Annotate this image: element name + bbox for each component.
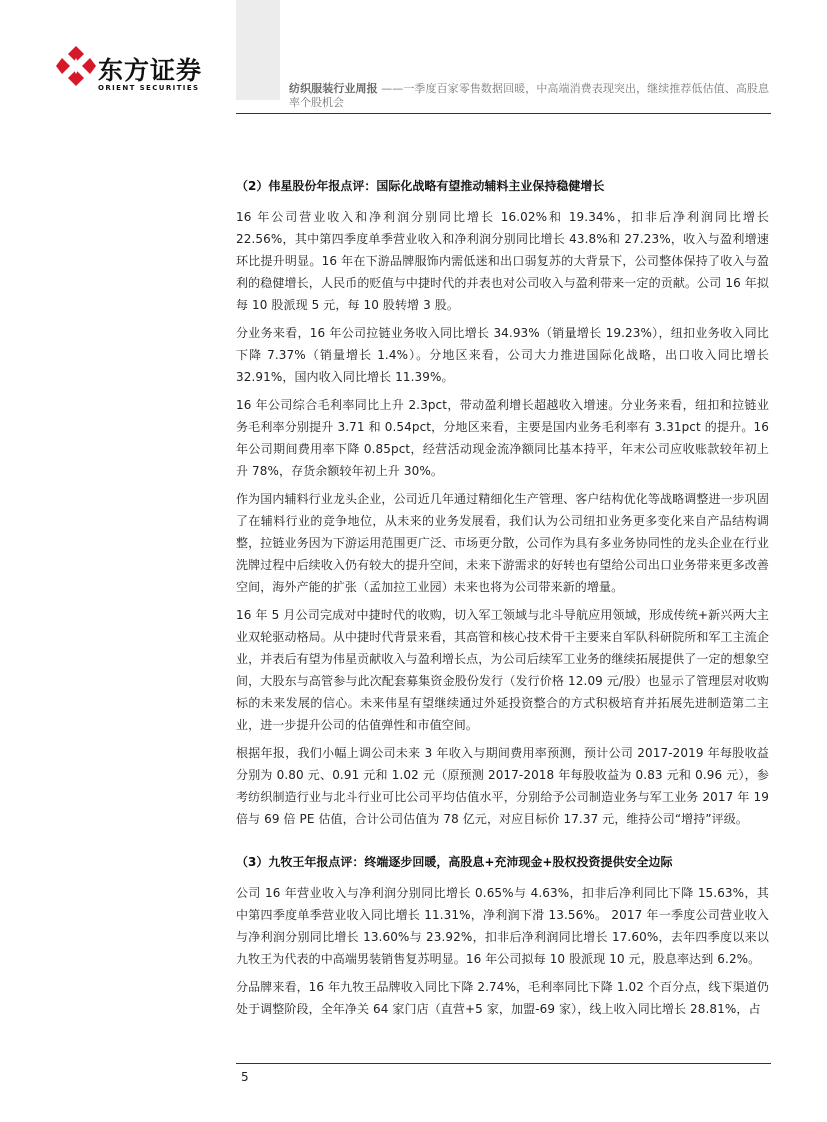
main-content	[236, 178, 769, 1026]
paragraph: 16 年公司营业收入和净利润分别同比增长 16.02%和 19.34%，扣非后净利润同比增长 22.56%，其中第四季度单季营业收入和净利润分别同比增长 43.8%和 27.23%，收入与盈利增速环比提升明显。16 年在下游品牌服饰内需低迷和出口弱复苏的大背景下，公司整体保持了收入与盈利的稳健增长，人民币的贬值与中捷时代的并表也对公司收入与盈利带来一定的贡献。公司 16 年拟每 10 股派现 5 元，每 10 股转增 3 股。	[236, 210, 769, 312]
header-divider	[236, 113, 771, 114]
header-accent-band	[236, 0, 280, 100]
section-jiumuwang	[236, 854, 769, 1020]
section-heading: （3）九牧王年报点评：终端逐步回暖，高股息+充沛现金+股权投资提供安全边际	[236, 855, 673, 869]
paragraph: 作为国内辅料行业龙头企业，公司近几年通过精细化生产管理、客户结构优化等战略调整进一步巩固了在辅料行业的竞争地位，从未来的业务发展看，我们认为公司纽扣业务更多变化来自产品结构调整，拉链业务因为下游运用范围更广泛、市场更分散，公司作为具有多业务协同性的龙头企业在行业洗牌过程中后续收入仍有较大的提升空间，未来下游需求的好转也有望给公司出口业务带来更多改善空间，海外产能的扩张（孟加拉工业园）未来也将为公司带来新的增量。	[236, 492, 769, 594]
report-title	[289, 82, 769, 110]
page-number: 5	[241, 1070, 249, 1084]
section-weixing	[236, 178, 769, 830]
paragraph: 根据年报，我们小幅上调公司未来 3 年收入与期间费用率预测，预计公司 2017-2019 年每股收益分别为 0.80 元、0.91 元和 1.02 元（原预测 2017-2018 年每股收益为 0.83 元和 0.96 元），参考纺织制造行业与北斗行业可比公司平均估值水平，分别给予公司制造业务与军工业务 2017 年 19 倍与 69 倍 PE 估值，合计公司估值为 78 亿元，对应目标价 17.37 元，维持公司“增持”评级。	[236, 746, 769, 826]
logo-subtext: ORIENT SECURITIES	[98, 84, 200, 92]
paragraph: 分品牌来看，16 年九牧王品牌收入同比下降 2.74%，毛利率同比下降 1.02 个百分点，线下渠道仍处于调整阶段，全年净关 64 家门店（直营+5 家，加盟-69 家），线上收入同比增长 28.81%，占	[236, 980, 769, 1016]
paragraph: 公司 16 年营业收入与净利润分别同比增长 0.65%与 4.63%，扣非后净利同比下降 15.63%，其中第四季度单季营业收入同比增长 11.31%，净利润下滑 13.56%。 2017 年一季度公司营业收入与净利润分别同比增长 13.60%与 23.92%，扣非后净利润同比增长 17.60%，去年四季度以来以九牧王为代表的中高端男装销售复苏明显。16 年公司拟每 10 股派现 10 元，股息率达到 6.2%。	[236, 886, 769, 966]
footer-divider	[236, 1063, 771, 1064]
section-heading: （2）伟星股份年报点评：国际化战略有望推动辅料主业保持稳健增长	[236, 179, 605, 193]
paragraph: 16 年 5 月公司完成对中捷时代的收购，切入军工领域与北斗导航应用领域，形成传统+新兴两大主业双轮驱动格局。从中捷时代背景来看，其高管和核心技术骨干主要来自军队科研院所和军工主流企业，并表后有望为伟星贡献收入与盈利增长点，为公司后续军工业务的继续拓展提供了一定的想象空间，大股东与高管参与此次配套募集资金股份发行（发行价格 12.09 元/股）也显示了管理层对收购标的未来发展的信心。未来伟星有望继续通过外延投资整合的方式积极培育并拓展先进制造第二主业，进一步提升公司的估值弹性和市值空间。	[236, 608, 769, 732]
orient-securities-logo-icon	[56, 44, 96, 88]
logo-text: 东方证券	[98, 56, 203, 85]
section-gap	[236, 836, 769, 854]
paragraph: 分业务来看，16 年公司拉链业务收入同比增长 34.93%（销量增长 19.23%），纽扣业务收入同比下降 7.37%（销量增长 1.4%）。分地区来看，公司大力推进国际化战略，出口收入同比增长 32.91%，国内收入同比增长 11.39%。	[236, 326, 769, 384]
paragraph: 16 年公司综合毛利率同比上升 2.3pct，带动盈利增长超越收入增速。分业务来看，纽扣和拉链业务毛利率分别提升 3.71 和 0.54pct，分地区来看，主要是国内业务毛利率有 3.31pct 的提升。16 年公司期间费用率下降 0.85pct，经营活动现金流净额同比基本持平，年末公司应收账款较年初上升 78%，存货余额较年初上升 30%。	[236, 398, 769, 478]
report-title-bold: 纺织服装行业周报	[289, 82, 378, 95]
report-title-rest: ——一季度百家零售数据回暖，中高端消费表现突出，继续推荐低估值、高股息率个股机会	[289, 82, 769, 109]
